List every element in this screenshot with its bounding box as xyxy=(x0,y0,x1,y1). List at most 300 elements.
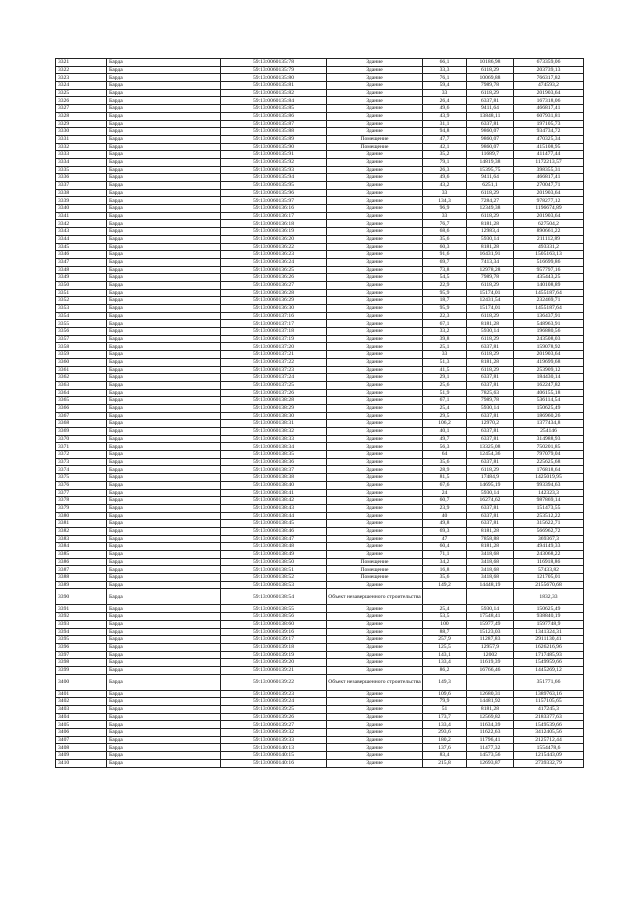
cell-settlement: Барда xyxy=(107,497,221,505)
table-row xyxy=(56,420,584,428)
table-row xyxy=(56,721,584,729)
cell-row-number: 3410 xyxy=(56,759,107,767)
cell-unit-value: 7413,34 xyxy=(467,258,514,266)
cell-settlement: Барда xyxy=(107,366,221,374)
cell-cadastral-number: 59:13:0060137:24 xyxy=(221,374,327,382)
cell-area: 41,5 xyxy=(423,366,467,374)
cell-object-type: Здание xyxy=(327,182,423,190)
table-row xyxy=(56,504,584,512)
cell-settlement: Барда xyxy=(107,535,221,543)
cell-unit-value: 14573,56 xyxy=(467,752,514,760)
cell-settlement: Барда xyxy=(107,613,221,621)
cell-area: 25,6 xyxy=(423,381,467,389)
cell-object-type: Здание xyxy=(327,235,423,243)
cell-cadastral-value: 1597748,9 xyxy=(514,620,584,628)
cell-row-number: 3354 xyxy=(56,312,107,320)
cell-area: 33 xyxy=(423,212,467,220)
table-row xyxy=(56,151,584,159)
cell-object-type: Здание xyxy=(327,489,423,497)
cell-unit-value: 12957,9 xyxy=(467,643,514,651)
cell-unit-value: 8181,28 xyxy=(467,543,514,551)
cell-area: 100 xyxy=(423,620,467,628)
cell-object-type: Здание xyxy=(327,358,423,366)
cell-object-type: Здание xyxy=(327,698,423,706)
cell-object-type: Здание xyxy=(327,112,423,120)
cell-object-type: Здание xyxy=(327,174,423,182)
cell-settlement: Барда xyxy=(107,143,221,151)
cell-unit-value: 7989,78 xyxy=(467,274,514,282)
cell-unit-value: 12349,38 xyxy=(467,205,514,213)
cell-cadastral-number: 59:13:0060138:47 xyxy=(221,535,327,543)
cell-area: 53,5 xyxy=(423,613,467,621)
cell-object-type: Здание xyxy=(327,89,423,97)
cell-row-number: 3322 xyxy=(56,66,107,74)
cell-cadastral-number: 59:13:0060136:27 xyxy=(221,281,327,289)
cell-row-number: 3393 xyxy=(56,620,107,628)
table-row xyxy=(56,628,584,636)
table-row xyxy=(56,412,584,420)
cell-row-number: 3367 xyxy=(56,412,107,420)
cell-row-number: 3334 xyxy=(56,158,107,166)
cell-cadastral-number: 59:13:0060138:36 xyxy=(221,458,327,466)
cell-cadastral-number: 59:13:0060139:18 xyxy=(221,643,327,651)
cell-area: 56,3 xyxy=(423,443,467,451)
cell-cadastral-number: 59:13:0060136:22 xyxy=(221,243,327,251)
cell-cadastral-number: 59:13:0060135:79 xyxy=(221,66,327,74)
cell-unit-value: 6118,29 xyxy=(467,335,514,343)
cell-unit-value: 5930,14 xyxy=(467,489,514,497)
cell-cadastral-number: 59:13:0060137:19 xyxy=(221,335,327,343)
cell-settlement: Барда xyxy=(107,558,221,566)
cell-unit-value: 15977,49 xyxy=(467,620,514,628)
cell-cadastral-number: 59:13:0060135:88 xyxy=(221,128,327,136)
cell-settlement: Барда xyxy=(107,589,221,605)
cell-area: 173,7 xyxy=(423,713,467,721)
cell-settlement: Барда xyxy=(107,351,221,359)
cell-area: 26,4 xyxy=(423,97,467,105)
cell-row-number: 3339 xyxy=(56,197,107,205)
cell-cadastral-value: 201903,64 xyxy=(514,351,584,359)
cell-object-type: Здание xyxy=(327,212,423,220)
cell-settlement: Барда xyxy=(107,551,221,559)
cell-area: 125,5 xyxy=(423,643,467,651)
cell-settlement: Барда xyxy=(107,520,221,528)
cell-object-type: Здание xyxy=(327,581,423,589)
table-row xyxy=(56,428,584,436)
cell-unit-value: 6118,29 xyxy=(467,66,514,74)
table-row xyxy=(56,527,584,535)
cell-cadastral-number: 59:13:0060135:81 xyxy=(221,82,327,90)
cell-object-type: Здание xyxy=(327,535,423,543)
cell-settlement: Барда xyxy=(107,97,221,105)
cell-cadastral-number: 59:13:0060138:42 xyxy=(221,497,327,505)
cell-unit-value: 6337,81 xyxy=(467,458,514,466)
cell-area: 51 xyxy=(423,706,467,714)
cell-settlement: Барда xyxy=(107,636,221,644)
table-row xyxy=(56,543,584,551)
cell-unit-value: 15123,03 xyxy=(467,628,514,636)
cell-unit-value: 9411,64 xyxy=(467,174,514,182)
cell-area: 51,3 xyxy=(423,358,467,366)
cell-cadastral-number: 59:13:0060136:25 xyxy=(221,266,327,274)
cell-cadastral-value: 1377434,8 xyxy=(514,420,584,428)
cell-object-type: Помещение xyxy=(327,574,423,582)
cell-area: 22,3 xyxy=(423,312,467,320)
cell-object-type: Здание xyxy=(327,120,423,128)
cell-unit-value: 6251,1 xyxy=(467,182,514,190)
cell-row-number: 3378 xyxy=(56,497,107,505)
cell-area: 33 xyxy=(423,189,467,197)
cell-settlement: Барда xyxy=(107,435,221,443)
cell-object-type: Здание xyxy=(327,343,423,351)
cell-row-number: 3387 xyxy=(56,566,107,574)
cell-row-number: 3399 xyxy=(56,666,107,674)
table-row xyxy=(56,158,584,166)
cell-area: 81,5 xyxy=(423,474,467,482)
cell-settlement: Барда xyxy=(107,443,221,451)
cell-object-type: Здание xyxy=(327,643,423,651)
cell-settlement: Барда xyxy=(107,235,221,243)
table-row xyxy=(56,235,584,243)
cell-object-type: Здание xyxy=(327,605,423,613)
cell-area: 49,6 xyxy=(423,174,467,182)
cell-row-number: 3394 xyxy=(56,628,107,636)
cell-object-type: Здание xyxy=(327,228,423,236)
cell-cadastral-value: 116918,86 xyxy=(514,558,584,566)
cell-area: 33 xyxy=(423,89,467,97)
cell-unit-value: 14695,19 xyxy=(467,481,514,489)
cell-unit-value: 8181,28 xyxy=(467,358,514,366)
cell-cadastral-number: 59:13:0060139:19 xyxy=(221,651,327,659)
cell-settlement: Барда xyxy=(107,698,221,706)
cell-settlement: Барда xyxy=(107,690,221,698)
table-row xyxy=(56,97,584,105)
cell-cadastral-number: 59:13:0060135:93 xyxy=(221,166,327,174)
cell-unit-value: 15174,01 xyxy=(467,305,514,313)
cell-cadastral-number: 59:13:0060137:26 xyxy=(221,389,327,397)
cell-unit-value: 12431,54 xyxy=(467,297,514,305)
cell-cadastral-value: 225625,68 xyxy=(514,458,584,466)
cell-cadastral-number: 59:13:0060139:32 xyxy=(221,729,327,737)
table-row xyxy=(56,305,584,313)
cell-cadastral-number: 59:13:0060135:85 xyxy=(221,105,327,113)
cell-cadastral-value: 2125712,44 xyxy=(514,736,584,744)
table-row xyxy=(56,143,584,151)
table-row xyxy=(56,289,584,297)
cell-cadastral-value: 1717485,93 xyxy=(514,651,584,659)
cell-unit-value: 16766,46 xyxy=(467,666,514,674)
table-body xyxy=(56,59,584,768)
table-row xyxy=(56,343,584,351)
cell-object-type: Здание xyxy=(327,397,423,405)
cell-settlement: Барда xyxy=(107,643,221,651)
cell-object-type: Здание xyxy=(327,258,423,266)
cell-cadastral-value: 993394,63 xyxy=(514,481,584,489)
cell-object-type: Здание xyxy=(327,389,423,397)
cell-cadastral-value: 1455187,64 xyxy=(514,305,584,313)
cell-cadastral-value: 142323,3 xyxy=(514,489,584,497)
cell-unit-value: 8181,28 xyxy=(467,220,514,228)
cell-unit-value: 6118,29 xyxy=(467,89,514,97)
cell-cadastral-number: 59:13:0060138:60 xyxy=(221,620,327,628)
cell-object-type: Здание xyxy=(327,706,423,714)
cell-cadastral-value: 2155670,68 xyxy=(514,581,584,589)
cell-cadastral-value: 184430,14 xyxy=(514,374,584,382)
cell-area: 76,7 xyxy=(423,220,467,228)
cell-row-number: 3376 xyxy=(56,481,107,489)
cell-row-number: 3331 xyxy=(56,135,107,143)
cell-unit-value: 3418,68 xyxy=(467,551,514,559)
cell-area: 24 xyxy=(423,489,467,497)
cell-cadastral-value: 162247,82 xyxy=(514,381,584,389)
table-row xyxy=(56,666,584,674)
table-row xyxy=(56,266,584,274)
cell-object-type: Здание xyxy=(327,752,423,760)
cell-row-number: 3369 xyxy=(56,428,107,436)
table-row xyxy=(56,497,584,505)
cell-object-type: Здание xyxy=(327,59,423,67)
cell-cadastral-value: 1196674,89 xyxy=(514,205,584,213)
cell-row-number: 3344 xyxy=(56,235,107,243)
cell-row-number: 3389 xyxy=(56,581,107,589)
cell-settlement: Барда xyxy=(107,305,221,313)
cell-object-type: Здание xyxy=(327,543,423,551)
cell-cadastral-value: 253512,22 xyxy=(514,512,584,520)
cell-cadastral-number: 59:13:0060136:28 xyxy=(221,289,327,297)
cell-cadastral-number: 59:13:0060137:25 xyxy=(221,381,327,389)
table-row xyxy=(56,228,584,236)
cell-settlement: Барда xyxy=(107,135,221,143)
cell-settlement: Барда xyxy=(107,328,221,336)
cell-unit-value: 16431,91 xyxy=(467,251,514,259)
cell-row-number: 3326 xyxy=(56,97,107,105)
cell-settlement: Барда xyxy=(107,620,221,628)
cell-cadastral-value: 435443,25 xyxy=(514,274,584,282)
cell-unit-value: 9860,07 xyxy=(467,135,514,143)
table-row xyxy=(56,589,584,605)
cell-row-number: 3356 xyxy=(56,328,107,336)
cell-settlement: Барда xyxy=(107,574,221,582)
table-row xyxy=(56,243,584,251)
cell-object-type: Здание xyxy=(327,374,423,382)
cell-row-number: 3402 xyxy=(56,698,107,706)
cell-cadastral-number: 59:13:0060135:95 xyxy=(221,182,327,190)
cell-cadastral-number: 59:13:0060138:41 xyxy=(221,489,327,497)
cell-area: 42,1 xyxy=(423,143,467,151)
cell-row-number: 3392 xyxy=(56,613,107,621)
cell-area: 16,8 xyxy=(423,566,467,574)
table-row xyxy=(56,189,584,197)
cell-area: 69,3 xyxy=(423,527,467,535)
cell-object-type: Здание xyxy=(327,736,423,744)
cell-unit-value xyxy=(467,589,514,605)
cell-settlement: Барда xyxy=(107,220,221,228)
cell-cadastral-number: 59:13:0060136:18 xyxy=(221,220,327,228)
cell-cadastral-value: 1455187,64 xyxy=(514,289,584,297)
cell-cadastral-value: 766317,82 xyxy=(514,74,584,82)
cell-cadastral-value: 151473,55 xyxy=(514,504,584,512)
table-row xyxy=(56,105,584,113)
cell-area: 33 xyxy=(423,351,467,359)
cell-settlement: Барда xyxy=(107,451,221,459)
cell-unit-value: 7989,78 xyxy=(467,82,514,90)
cell-row-number: 3377 xyxy=(56,489,107,497)
cell-area: 51,9 xyxy=(423,389,467,397)
cell-unit-value: 6118,29 xyxy=(467,351,514,359)
table-row xyxy=(56,120,584,128)
cell-object-type: Здание xyxy=(327,759,423,767)
cell-area: 33,3 xyxy=(423,66,467,74)
cell-unit-value xyxy=(467,674,514,690)
cell-object-type: Здание xyxy=(327,189,423,197)
cell-cadastral-value: 1505163,13 xyxy=(514,251,584,259)
cell-cadastral-number: 59:13:0060135:87 xyxy=(221,120,327,128)
table-row xyxy=(56,66,584,74)
cell-area: 59,4 xyxy=(423,82,467,90)
cell-cadastral-value: 201903,64 xyxy=(514,189,584,197)
cell-cadastral-value: 494149,33 xyxy=(514,543,584,551)
cell-unit-value: 12978,28 xyxy=(467,266,514,274)
cell-cadastral-number: 59:13:0060136:23 xyxy=(221,251,327,259)
table-row xyxy=(56,389,584,397)
cell-row-number: 3403 xyxy=(56,706,107,714)
cell-area: 106,2 xyxy=(423,420,467,428)
cell-object-type: Здание xyxy=(327,527,423,535)
cell-row-number: 3400 xyxy=(56,674,107,690)
cell-object-type: Помещение xyxy=(327,135,423,143)
cell-cadastral-value: 57433,82 xyxy=(514,566,584,574)
cell-object-type: Здание xyxy=(327,297,423,305)
cell-cadastral-value: 673359,06 xyxy=(514,59,584,67)
cell-row-number: 3341 xyxy=(56,212,107,220)
cell-object-type: Здание xyxy=(327,197,423,205)
cell-area: 25,4 xyxy=(423,404,467,412)
cell-cadastral-value: 934734,72 xyxy=(514,128,584,136)
cell-cadastral-number: 59:13:0060136:30 xyxy=(221,305,327,313)
table-row xyxy=(56,581,584,589)
cell-object-type: Здание xyxy=(327,274,423,282)
table-row xyxy=(56,251,584,259)
cell-object-type: Здание xyxy=(327,412,423,420)
cell-settlement: Барда xyxy=(107,343,221,351)
cell-object-type: Здание xyxy=(327,721,423,729)
table-row xyxy=(56,281,584,289)
cell-cadastral-number: 59:13:0060139:25 xyxy=(221,706,327,714)
cell-cadastral-number: 59:13:0060135:91 xyxy=(221,151,327,159)
cell-area: 23,9 xyxy=(423,504,467,512)
cell-area: 40,1 xyxy=(423,428,467,436)
cell-cadastral-number: 59:13:0060138:40 xyxy=(221,481,327,489)
cell-settlement: Барда xyxy=(107,752,221,760)
cell-unit-value: 17548,41 xyxy=(467,613,514,621)
cell-settlement: Барда xyxy=(107,297,221,305)
cadastral-value-table xyxy=(55,58,584,768)
cell-settlement: Барда xyxy=(107,205,221,213)
table-row xyxy=(56,328,584,336)
cell-unit-value: 9860,07 xyxy=(467,128,514,136)
cell-object-type: Здание xyxy=(327,458,423,466)
cell-cadastral-value: 2183377,63 xyxy=(514,713,584,721)
cell-cadastral-number: 59:13:0060139:26 xyxy=(221,713,327,721)
cell-unit-value: 6337,81 xyxy=(467,412,514,420)
table-row xyxy=(56,466,584,474)
cell-settlement: Барда xyxy=(107,335,221,343)
cell-area: 47,7 xyxy=(423,135,467,143)
cell-row-number: 3321 xyxy=(56,59,107,67)
cell-cadastral-value: 351771,66 xyxy=(514,674,584,690)
cell-cadastral-number: 59:13:0060135:82 xyxy=(221,89,327,97)
table-row xyxy=(56,59,584,67)
cell-object-type: Здание xyxy=(327,166,423,174)
cell-area: 109,6 xyxy=(423,690,467,698)
cell-object-type: Здание xyxy=(327,504,423,512)
cell-settlement: Барда xyxy=(107,420,221,428)
cell-cadastral-number: 59:13:0060138:55 xyxy=(221,605,327,613)
table-row xyxy=(56,736,584,744)
cell-area: 43,9 xyxy=(423,112,467,120)
cell-settlement: Барда xyxy=(107,112,221,120)
cell-row-number: 3329 xyxy=(56,120,107,128)
cell-area: 69,7 xyxy=(423,258,467,266)
cell-unit-value: 11622,63 xyxy=(467,729,514,737)
cell-row-number: 3328 xyxy=(56,112,107,120)
cell-settlement: Барда xyxy=(107,182,221,190)
cell-settlement: Барда xyxy=(107,128,221,136)
cell-unit-value: 6337,81 xyxy=(467,97,514,105)
cell-unit-value: 9411,64 xyxy=(467,105,514,113)
cell-row-number: 3352 xyxy=(56,297,107,305)
cell-area: 25,4 xyxy=(423,605,467,613)
cell-row-number: 3375 xyxy=(56,474,107,482)
cell-object-type: Здание xyxy=(327,466,423,474)
cell-cadastral-value: 270047,71 xyxy=(514,182,584,190)
cell-object-type: Здание xyxy=(327,428,423,436)
cell-object-type: Здание xyxy=(327,312,423,320)
cell-row-number: 3349 xyxy=(56,274,107,282)
cell-cadastral-value: 536114,54 xyxy=(514,397,584,405)
cell-unit-value: 8181,28 xyxy=(467,706,514,714)
cell-settlement: Барда xyxy=(107,320,221,328)
cell-object-type: Здание xyxy=(327,328,423,336)
cell-cadastral-number: 59:13:0060139:20 xyxy=(221,659,327,667)
cell-cadastral-value: 627504,2 xyxy=(514,220,584,228)
cell-row-number: 3382 xyxy=(56,527,107,535)
cell-row-number: 3406 xyxy=(56,729,107,737)
cell-object-type: Здание xyxy=(327,659,423,667)
cell-unit-value: 8181,28 xyxy=(467,527,514,535)
cell-row-number: 3388 xyxy=(56,574,107,582)
cell-object-type: Здание xyxy=(327,381,423,389)
table-row xyxy=(56,258,584,266)
cell-cadastral-number: 59:13:0060139:24 xyxy=(221,698,327,706)
cell-settlement: Барда xyxy=(107,713,221,721)
cell-settlement: Барда xyxy=(107,120,221,128)
cell-cadastral-number: 59:13:0060137:20 xyxy=(221,343,327,351)
cell-area: 95,9 xyxy=(423,305,467,313)
cell-unit-value: 6337,81 xyxy=(467,343,514,351)
table-row xyxy=(56,197,584,205)
cell-cadastral-value: 150625,49 xyxy=(514,605,584,613)
cell-cadastral-value: 1425019,95 xyxy=(514,474,584,482)
cell-object-type: Здание xyxy=(327,636,423,644)
table-row xyxy=(56,458,584,466)
cell-area: 29,5 xyxy=(423,412,467,420)
cell-settlement: Барда xyxy=(107,374,221,382)
cell-object-type: Здание xyxy=(327,266,423,274)
cell-settlement: Барда xyxy=(107,189,221,197)
cell-object-type: Здание xyxy=(327,97,423,105)
table-row xyxy=(56,636,584,644)
